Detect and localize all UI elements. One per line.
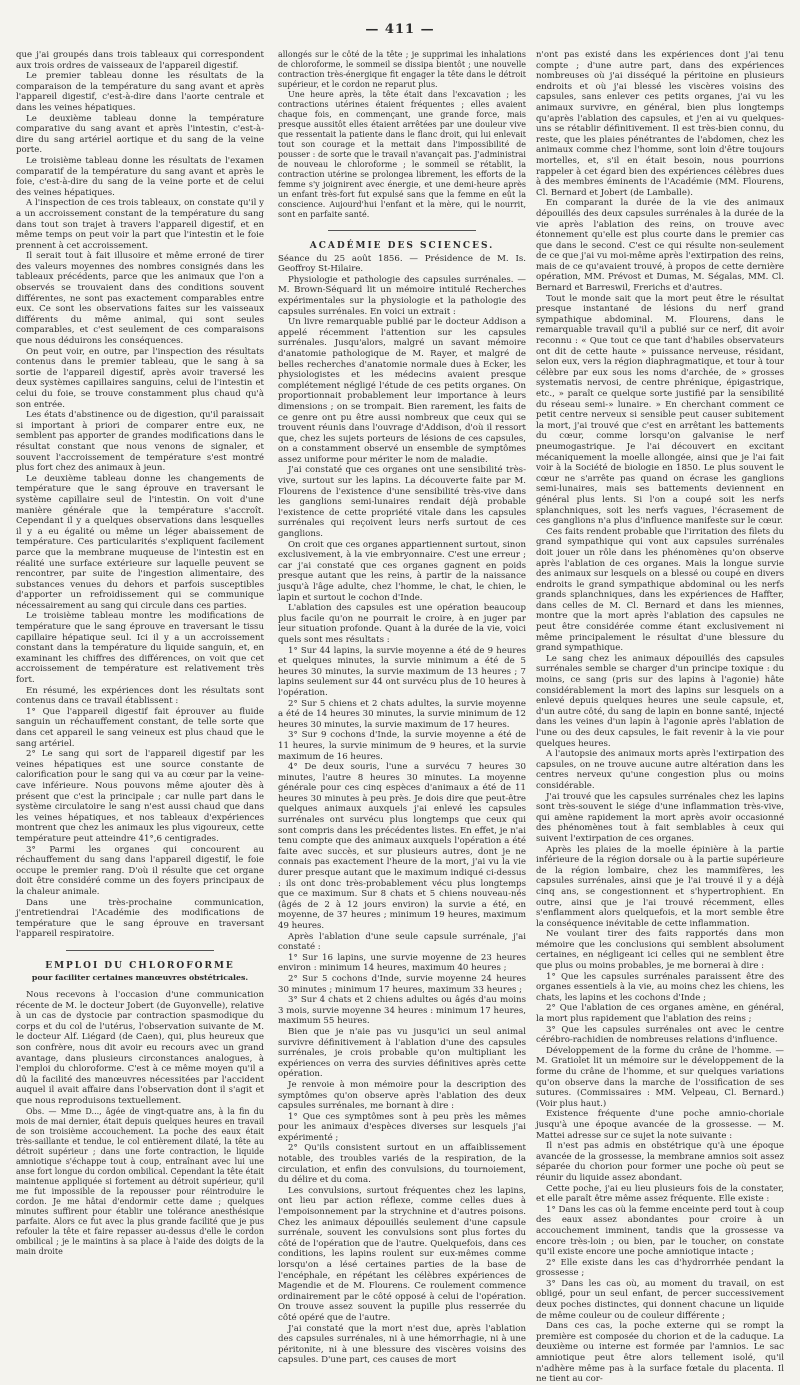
paragraph: On peut voir, en outre, par l'inspection des résultats contenus dans le premier tableau, que le sang à sa sortie de l'appareil digestif, après avoir traversé les deux systèmes capillaires sanguins, celui de l'intestin et celui du foie, se trouve constamment plus chaud qu'à son entrée. [16, 346, 264, 410]
paragraph: Nous recevons à l'occasion d'une communication récente de M. le docteur Jobert (de Guyonvelle), relative à un cas de dystocie par contraction spasmodique du corps et du col de l'utérus, l'observation suivante de M. le docteur Alf. Liégard (de Caen), qui, plus heureux que son confrère, nous dit avoir eu recours avec un grand avantage, dans plusieurs circonstances analogues, à l'emploi du chloroforme. C'est à ce même moyen qu'il a dû la facilité des manœuvres nécessitées par l'accident auquel il avait affaire dans l'observation dont il s'agit et que nous reproduisons textuellement. [16, 990, 264, 1106]
paragraph: Le sang chez les animaux dépouillés des capsules surrénales semble se charger d'un principe toxique : du moins, ce sang (pris sur des lapins à l'agonie) hâte considérablement la mort des lapins sur lesquels on a enlevé depuis quelques heures une seule capsule, et, d'un autre côté, du sang de lapin en bonne santé, injecté dans les veines d'un lapin à l'agonie après l'ablation de l'une ou des deux capsules, le fait revenir à la vie pour quelques heures. [536, 653, 784, 749]
paragraph: J'ai constaté que ces organes ont une sensibilité très-vive, surtout sur les lapins. La découverte faite par M. Flourens de l'existence d'une sensibilité très-vive dans les ganglions semi-lunaires rendait déjà probable l'existence de cette propriété vitale dans les capsules surrénales qui reçoivent leurs nerfs surtout de ces ganglions. [278, 465, 526, 540]
paragraph: que j'ai groupés dans trois tableaux qui correspondent aux trois ordres de vaisseaux de l'appareil digestif. [16, 50, 264, 71]
paragraph: Cette poche, j'ai eu lieu plusieurs fois de la constater, et elle paraît être même assez fréquente. Elle existe : [536, 1183, 784, 1205]
paragraph: Tout le monde sait que la mort peut être le résultat presque instantané de lésions du nerf grand sympathique abdominal. M. Flourens, dans le remarquable travail qu'il a publié sur ce nerf, dit avoir reconnu : « Que tout ce que tant d'habiles observateurs ont dit de cette haute » puissance nerveuse, résidant, selon eux, vers la région diaphragmatique, et tour à tour célèbre par eux sous les noms d'archée, de » grosses systematis nervosi, de centre phrénique, épigastrique, etc., » paraît ce quelque sorte justifié par la sensibilité du réseau semi-» lunaire. » En cherchant comment ce petit centre nerveux si sensible peut causer subitement la mort, j'ai trouvé que c'est en arrêtant les battements du cœur, comme lorsqu'on galvanise le nerf pneumogastrique. Je l'ai découvert en excitant mécaniquement la moelle allongée, ainsi que je l'ai fait voir à la Société de biologie en 1850. Le plus souvent le cœur ne s'arrête pas quand on écrase les ganglions semi-lunaires, mais ses battements deviennent en général plus lents. Si l'on a coupé soit les nerfs splanchniques, soit les nerfs vagues, l'écrasement de ces ganglions n'a plus d'influence manifeste sur le cœur. [536, 293, 784, 527]
paragraph: A l'autopsie des animaux morts après l'extirpation des capsules, on ne trouve aucune autre altération dans les centres nerveux qu'une congestion plus ou moins considérable. [536, 749, 784, 791]
paragraph: allongés sur le côté de la tête ; je supprimai les inhalations de chloroforme, le sommeil se dissipa bientôt ; une nouvelle contraction très-énergique fit engager la tête dans le détroit supérieur, et le cordon ne reparut plus. [278, 50, 526, 89]
section-title: ACADÉMIE DES SCIENCES. [309, 241, 495, 251]
section-divider [328, 230, 477, 231]
paragraph: Après l'ablation d'une seule capsule surrénale, j'ai constaté : [278, 931, 526, 953]
paragraph: 3° Sur 9 cochons d'Inde, la survie moyenne a été de 11 heures, la survie minimum de 9 heures, et la survie maximum de 16 heures. [278, 730, 526, 762]
paragraph: Existence fréquente d'une poche amnio-choriale jusqu'à une époque avancée de la grossesse. — M. Mattei adresse sur ce sujet la note suivante : [536, 1109, 784, 1141]
paragraph: On croit que ces organes appartiennent surtout, sinon exclusivement, à la vie embryonnaire. C'est une erreur ; car j'ai constaté que ces organes gagnent en poids presque autant que les reins, à partir de la naissance jusqu'à l'âge adulte, chez l'homme, le chat, le chien, le lapin et surtout le cochon d'Inde. [278, 539, 526, 603]
paragraph: 1° Que l'appareil digestif fait éprouver au fluide sanguin un réchauffement constant, de telle sorte que dans cet appareil le sang veineux est plus chaud que le sang artériel. [16, 706, 264, 749]
paragraph: Le premier tableau donne les résultats de la comparaison de la température du sang avant et après l'appareil digestif, c'est-à-dire dans l'aorte centrale et dans les veines hépatiques. [16, 71, 264, 113]
paragraph: J'ai trouvé que les capsules surrénales chez les lapins sont très-souvent le siége d'une inflammation très-vive, qui amène rapidement la mort après avoir occasionné des phénomènes tout à fait semblables à ceux qui suivent l'extirpation de ces organes. [536, 791, 784, 844]
paragraph: Physiologie et pathologie des capsules surrénales. — M. Brown-Séquard lit un mémoire intitulé Recherches expérimentales sur la physiologie et la pathologie des capsules surrénales. En voici un extrait : [278, 274, 526, 317]
paragraph: 2° Le sang qui sort de l'appareil digestif par les veines hépatiques est une source constante de calorification pour le sang qui va au cœur par la veine-cave inférieure. Nous pouvons même ajouter dès à présent que c'est la principale ; car nulle part dans le système circulatoire le sang n'est aussi chaud que dans les veines hépatiques, et nos tableaux d'expériences montrent que chez les animaux les plus vigoureux, cette température peut atteindre 41°,6 centigrades. [16, 749, 264, 844]
paragraph: 3° Que les capsules surrénales ont avec le centre cérébro-rachidien de nombreuses relations d'influence. [536, 1024, 784, 1046]
paragraph: En résumé, les expériences dont les résultats sont contenus dans ce travail établissent : [16, 685, 264, 707]
paragraph: n'ont pas existé dans les expériences dont j'ai tenu compte ; d'une autre part, dans des expériences nombreuses où j'ai disséqué la péritoine en plusieurs endroits et où j'ai blessé les viscères voisins des capsules, sans enlever ces petits organes, j'ai vu les animaux survivre, en général, bien plus longtemps qu'après l'ablation des capsules, et j'en ai vu quelques-uns se rétablir définitivement. Il est très-bien connu, du reste, que les plaies pénétrantes de l'abdomen, chez les animaux comme chez l'homme, sont loin d'être toujours mortelles, et, s'il en était besoin, nous pourrions rappeler à cet égard bien des expériences célèbres dues à des membres éminents de l'Académie (MM. Flourens, Cl. Bernard et Jobert (de Lamballe). [536, 50, 784, 198]
paragraph: 1° Que les capsules surrénales paraissent être des organes essentiels à la vie, au moins chez les chiens, les chats, les lapins et les cochons d'Inde ; [536, 971, 784, 1003]
paragraph: Ces faits rendent probable que l'irritation des filets du grand sympathique qui vont aux capsules surrénales doit jouer un rôle dans les phénomènes qu'on observe après l'ablation de ces organes. Mais la longue survie des animaux sur lesquels on a blessé ou coupé en divers endroits le grand sympathique abdominal ou les nerfs grands splanchniques, dans les expériences de Haffter, dans celles de M. Cl. Bernard et dans les miennes, montre que la mort après l'ablation des capsules ne peut être considérée comme étant exclusivement ni même principalement le résultat d'une blessure du grand sympathique. [536, 526, 784, 654]
paragraph: L'ablation des capsules est une opération beaucoup plus facile qu'on ne pourrait le croire, à en juger par leur situation profonde. Quant à la durée de la vie, voici quels sont mes résultats : [278, 603, 526, 645]
page-number: — 411 — [365, 22, 435, 37]
paragraph: Les états d'abstinence ou de digestion, qu'il paraissait si important à priori de comparer entre eux, ne semblent pas apporter de grandes modifications dans le résultat constant que nous venons de signaler, et souvent l'accroissement de température s'est montré plus fort chez des animaux à jeun. [16, 410, 264, 474]
paragraph: 3° Sur 4 chats et 2 chiens adultes ou âgés d'au moins 3 mois, survie moyenne 34 heures : minimum 17 heures, maximum 55 heures. [278, 995, 526, 1027]
paragraph: Il n'est pas admis en obstétrique qu'à une époque avancée de la grossesse, la membrane amnios soit assez séparée du chorion pour former une poche où peut se réunir du liquide assez abondant. [536, 1141, 784, 1183]
session-line: Séance du 25 août 1856. — Présidence de M. Is. Geoffroy St-Hilaire. [278, 253, 526, 275]
paragraph: A l'inspection de ces trois tableaux, on constate qu'il y a un accroissement constant de la température du sang dans tout son trajet à travers l'appareil digestif, et en même temps on peut voir la part que l'intestin et le foie prennent à cet accroissement. [16, 198, 264, 251]
paragraph: 1° Dans les cas où la femme enceinte perd tout à coup des eaux assez abondantes pour croire à un accouchement imminent, tandis que la grossesse va encore très-loin ; ou bien, par le toucher, on constate qu'il existe encore une poche amniotique intacte ; [536, 1204, 784, 1258]
section-title: EMPLOI DU CHLOROFORME [45, 960, 235, 971]
section-subtitle: pour faciliter certaines manœuvres obstétricales. [31, 973, 249, 983]
paragraph: Le troisième tableau donne les résultats de l'examen comparatif de la température du sang avant et après le foie, c'est-à-dire du sang de la veine porte et de celui des veines hépatiques. [16, 155, 264, 198]
paragraph: Bien que je n'aie pas vu jusqu'ici un seul animal survivre définitivement à l'ablation d'une des capsules surrénales, je crois probable qu'on multipliant les expériences on verra des survies définitives après cette opération. [278, 1026, 526, 1080]
paragraph: Ne voulant tirer des faits rapportés dans mon mémoire que les conclusions qui semblent absolument certaines, en négligeant ici celles qui ne semblent être que plus ou moins probables, je me bornerai à dire : [536, 929, 784, 972]
paragraph: Les convulsions, surtout fréquentes chez les lapins, ont lieu par action réflexe, comme celles dues à l'empoisonnement par la strychnine et d'autres poisons. Chez les animaux dépouillés seulement d'une capsule surrénale, souvent les convulsions sont plus fortes du côté de l'opération que de l'autre. Quelquefois, dans ces conditions, les lapins roulent sur eux-mêmes comme lorsqu'on a lésé certaines parties de la base de l'encéphale, en répétant les célèbres expériences de Magendie et de M. Flourens. Ce roulement commence ordinairement par le côté opposé à celui de l'opération. On trouve assez souvent la pupille plus resserrée du côté opéré que de l'autre. [278, 1185, 526, 1323]
paragraph: 1° Sur 44 lapins, la survie moyenne a été de 9 heures et quelques minutes, la survie minimum a été de 5 heures 30 minutes, la survie maximum de 13 heures ; 7 lapins seulement sur 44 ont survécu plus de 10 heures à l'opération. [278, 645, 526, 698]
paragraph: Un livre remarquable publié par le docteur Addison a appelé récemment l'attention sur les capsules surrénales. Jusqu'alors, malgré un savant mémoire d'anatomie pathologique de M. Rayer, et malgré de belles recherches d'anatomie normale dues à Ecker, les physiologistes et les médecins avaient presque complétement négligé l'étude de ces petits organes. On proportionnait probablement leur importance à leurs dimensions ; on se trompait. Bien rarement, les faits de ce genre ont pu être aussi nombreux que ceux qui se trouvent réunis dans l'ouvrage d'Addison, d'où il ressort que, chez les sujets porteurs de lésions de ces capsules, on a constamment observé un ensemble de symptômes assez uniforme pour mériter le nom de maladie. [278, 317, 526, 465]
paragraph: Le deuxième tableau donne les changements de température que le sang éprouve en traversant le système capillaire seul de l'intestin. On voit d'une manière générale que la température s'accroît. Cependant il y a quelques observations dans lesquelles il y a eu égalité ou même un léger abaissement de température. Ces particularités s'expliquent facilement parce que la membrane muqueuse de l'intestin est en réalité une surface extérieure sur laquelle peuvent se rencontrer, par suite de l'ingestion alimentaire, des substances venues du dehors et parfois susceptibles d'apporter un refroidissement qui se communique nécessairement au sang qui circule dans ces parties. [16, 473, 264, 611]
paragraph: Dans ces cas, la poche externe qui se rompt la première est composée du chorion et de la caduque. La deuxième ou interne est formée par l'amnios. Le sac amniotique peut être alors tellement isolé, qu'il n'adhère même pas à la surface fœtale du placenta. Il ne tient au cor- [536, 1321, 784, 1385]
paragraph: Obs. — Mme D..., âgée de vingt-quatre ans, à la fin du mois de mai dernier, était depuis quelques heures en travail de son troisième accouchement. La poche des eaux était très-saillante et tendue, le col entièrement dilaté, la tête au détroit supérieur ; dans une forte contraction, le liquide amniotique s'échappe tout à coup, entraînant avec lui une anse fort longue du cordon ombilical. Cependant la tête était maintenue appliquée si fortement au détroit supérieur, qu'il me fut impossible de la repousser pour réintroduire le cordon. Je me hâtai d'endormir cette dame ; quelques minutes suffirent pour établir une tolérance anesthésique parfaite. Alors ce fut avec la plus grande facilité que je pus refouler la tête et faire repasser au-dessus d'elle le cordon ombilical ; je le maintins à sa place à l'aide des doigts de la main droite [16, 1106, 264, 1256]
column-left [16, 50, 264, 1256]
paragraph: Après les plaies de la moelle épinière à la partie inférieure de la région dorsale ou à la partie supérieure de la région lombaire, chez les mammifères, les capsules surrénales, ainsi que je l'ai trouvé il y a déjà cinq ans, se congestionnent et s'hypertrophient. En outre, ainsi que je l'ai trouvé récemment, elles s'enflamment alors quelquefois, et la mort semble être la conséquence inévitable de cette inflammation. [536, 844, 784, 929]
paragraph: 2° Sur 5 cochons d'Inde, survie moyenne 24 heures 30 minutes ; minimum 17 heures, maximum 33 heures ; [278, 973, 526, 995]
section-divider [66, 950, 215, 951]
paragraph: Le deuxième tableau donne la température comparative du sang avant et après l'intestin, c'est-à-dire du sang artériel aortique et du sang de la veine porte. [16, 113, 264, 156]
paragraph: Je renvoie à mon mémoire pour la description des symptômes qu'on observe après l'ablation des deux capsules surrénales, me bornant à dire : [278, 1079, 526, 1112]
paragraph: 3° Dans les cas où, au moment du travail, on est obligé, pour un seul enfant, de percer successivement deux poches distinctes, qui donnent chacune un liquide de même couleur ou de couleur différente ; [536, 1278, 784, 1321]
paragraph: J'ai constaté que la mort n'est due, après l'ablation des capsules surrénales, ni à une hémorrhagie, ni à une péritonite, ni à une blessure des viscères voisins des capsules. D'une part, ces causes de mort [278, 1323, 526, 1366]
paragraph: 2° Qu'ils consistent surtout en un affaiblissement notable, des troubles variés de la respiration, de la circulation, et enfin des convulsions, du tournoiement, du délire et du coma. [278, 1143, 526, 1186]
paragraph: 2° Sur 5 chiens et 2 chats adultes, la survie moyenne a été de 14 heures 30 minutes, la survie minimum de 12 heures 30 minutes, la survie maximum de 17 heures. [278, 698, 526, 730]
paragraph: 3° Parmi les organes qui concourent au réchauffement du sang dans l'appareil digestif, le foie occupe le premier rang. D'où il résulte que cet organe doit être considéré comme un des foyers principaux de la chaleur animale. [16, 844, 264, 897]
paragraph: En comparant la durée de la vie des animaux dépouillés des deux capsules surrénales à la durée de la vie après l'ablation des reins, on trouve avec étonnement qu'elle est plus courte dans le premier cas que dans le second. C'est ce qui résulte non-seulement de ce que j'ai vu moi-même après l'extirpation des reins, mais de ce qu'avaient trouvé, à propos de cette dernière opération, MM. Prévost et Dumas, M. Ségalas, MM. Cl. Bernard et Barreswil, Frerichs et d'autres. [536, 198, 784, 294]
column-right [536, 50, 784, 1385]
paragraph: 2° Elle existe dans les cas d'hydrorrhée pendant la grossesse ; [536, 1257, 784, 1279]
paragraph: 1° Que ces symptômes sont à peu près les mêmes pour les animaux d'espèces diverses sur lesquels j'ai expérimenté ; [278, 1111, 526, 1143]
paragraph: 4° De deux souris, l'une a survécu 7 heures 30 minutes, l'autre 8 heures 30 minutes. La moyenne générale pour ces cinq espèces d'animaux a été de 11 heures 30 minutes à peu près. Je dois dire que peut-être quelques animaux auxquels j'ai enlevé les capsules surrénales ont survécu plus longtemps que ceux qui sont compris dans les précédentes listes. En effet, je n'ai tenu compte que des animaux auxquels l'opération a été faite avec succès, et sur plusieurs autres, dont je ne connais pas exactement l'heure de la mort, j'ai vu la vie durer presque autant que le maximum indiqué ci-dessus : ils ont donc très-probablement vécu plus longtemps que ce maximum. Sur 8 chats et 5 chiens nouveau-nés (âgés de 2 à 12 jours environ) la survie a été, en moyenne, de 37 heures ; minimum 19 heures, maximum 49 heures. [278, 762, 526, 931]
column-middle [278, 50, 526, 1366]
paragraph: Dans une très-prochaine communication, j'entretiendrai l'Académie des modifications de température que le sang éprouve en traversant l'appareil respiratoire. [16, 897, 264, 940]
paragraph: 2° Que l'ablation de ces organes amène, en général, la mort plus rapidement que l'ablation des reins ; [536, 1003, 784, 1025]
paragraph: Le troisième tableau montre les modifications de température que le sang éprouve en traversant le tissu capillaire hépatique seul. Ici il y a un accroissement constant dans la température du liquide sanguin, et, en examinant les chiffres des différences, on voit que cet accroissement de température est relativement très fort. [16, 611, 264, 686]
paragraph: Il serait tout à fait illusoire et même erroné de tirer des valeurs moyennes des nombres consignés dans les tableaux précédents, parce que les animaux que l'on a observés se trouvaient dans des conditions souvent différentes, ne sont pas exactement comparables entre eux. Ce sont les observations faites sur les vaisseaux différents du même animal, qui sont seules comparables, et c'est seulement de ces comparaisons que nous déduirons les conséquences. [16, 251, 264, 347]
paragraph: Une heure après, la tête était dans l'excavation ; les contractions utérines étaient fréquentes ; elles avaient chaque fois, en commençant, une grande force, mais presque aussitôt elles étaient arrêtées par une douleur vive que ressentait la patiente dans le flanc droit, qui lui enlevait tout son courage et la mettait dans l'impossibilité de pousser : de sorte que le travail n'avançait pas. J'administrai de nouveau le chloroforme ; le sommeil se rétablit, la contraction utérine se prolongea librement, les efforts de la femme s'y joignirent avec énergie, et une demi-heure après un enfant très-fort fut expulsé sans que la femme en eût la conscience. Aujourd'hui l'enfant et la mère, qui le nourrit, sont en parfaite santé. [278, 90, 526, 219]
paragraph: Développement de la forme du crâne de l'homme. — M. Gratiolet lit un mémoire sur le développement de la forme du crâne de l'homme, et sur quelques variations qu'on observe dans la marche de l'ossification de ses sutures. (Commissaires : MM. Velpeau, Cl. Bernard.) (Voir plus haut.) [536, 1045, 784, 1109]
paragraph: 1° Sur 16 lapins, une survie moyenne de 23 heures environ : minimum 14 heures, maximum 40 heures ; [278, 952, 526, 974]
